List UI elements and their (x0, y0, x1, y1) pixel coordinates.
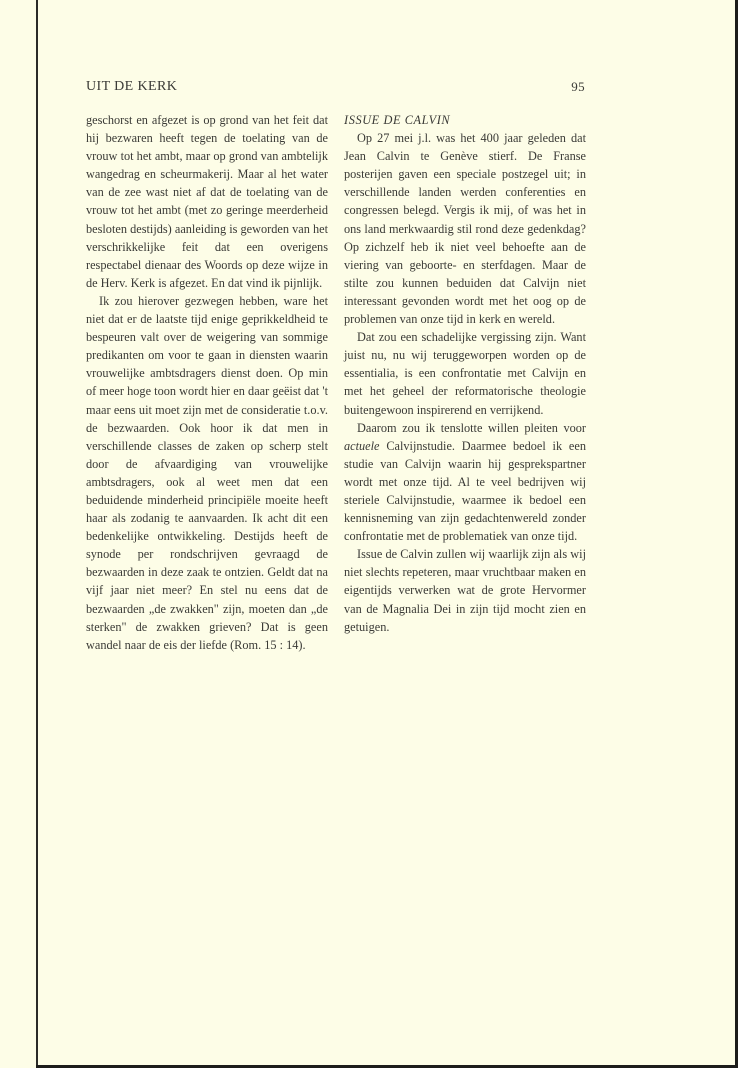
right-paragraph-1: Op 27 mei j.l. was het 400 jaar geleden dat Jean Calvin te Genève stierf. De Franse posterijen gaven een speciale postzegel uit; in verschillende landen werden conferenties en congressen belegd. Vergis ik mij, of was het in ons land merkwaardig stil rond deze gedenkdag? Op zichzelf heb ik niet veel behoefte aan de viering van geboorte- en sterfdagen. Maar de stilte zou kunnen beduiden dat Calvijn niet interessant gevonden wordt met het oog op de problemen van onze tijd in kerk en wereld. (344, 131, 586, 327)
left-column (86, 111, 328, 654)
italic-emphasis: actuele (344, 438, 380, 453)
right-paragraph-3-before: Daarom zou ik tenslotte willen pleiten voor (357, 420, 586, 435)
right-paragraph-3-after: Calvijnstudie. Daarmee bedoel ik een studie van Calvijn waarin hij gesprekspartner wordt met onze tijd. Al te veel bedrijven wij steriele Calvijnstudie, waarmee ik bedoel een kennisneming van zijn gedachtenwereld zonder confrontatie met de problematiek van onze tijd. (344, 438, 586, 544)
running-head-title: UIT DE KERK (86, 79, 178, 94)
section-heading: ISSUE DE CALVIN (344, 113, 451, 127)
left-paragraph-2: Ik zou hierover gezwegen hebben, ware het niet dat er de laatste tijd enige geprikkeldheid te bespeuren valt over de weigering van sommige predikanten om voor te gaan in diensten waarin vrouwelijke ambtsdragers dienst doen. Op min of meer hoge toon wordt hier en daar geëist dat 't maar eens uit moet zijn met de consideratie t.o.v. de bezwaarden. Ook hoor ik dat men in verschillende classes de zaken op scherp stelt door de afvaardiging van vrouwelijke ambtsdragers, ook al weet men dat een beduidende minderheid principiële moeite heeft haar als zodanig te aanvaarden. Ik acht dit een bedenkelijke ontwikkeling. Destijds heeft de synode per rondschrijven gevraagd de bezwaarden in deze zaak te ontzien. Geldt dat na vijf jaar niet meer? En stel nu eens dat de bezwaarden „de zwakken" zijn, moeten dan „de sterken" de zwakken grieven? Dat is geen wandel naar de eis der liefde (Rom. 15 : 14). (86, 293, 328, 652)
left-paragraph-1: geschorst en afgezet is op grond van het feit dat hij bezwaren heeft tegen de toelating van de vrouw tot het ambt, maar op grond van ambtelijk wangedrag en scheurmakerij. Maar al het water van de zee wast niet af dat de toelating van de vrouw tot het ambt (met zo geringe meerderheid besloten destijds) aanleiding is geworden van het verschrikkelijke feit dat een overigens respectabel dienaar des Woords op deze wijze in de Herv. Kerk is afgezet. En dat vind ik pijnlijk. (86, 113, 328, 290)
page-number: 95 (571, 79, 585, 94)
scan-edge-left (36, 0, 38, 1068)
right-paragraph-2: Dat zou een schadelijke vergissing zijn. Want juist nu, nu wij teruggeworpen worden op de essentialia, is een confrontatie met Calvijn en met het geheel der reformatorische theologie buitengewoon inspirerend en verrijkend. (344, 330, 586, 417)
running-head (86, 79, 585, 99)
right-paragraph-3 (344, 419, 586, 546)
right-column (344, 111, 586, 636)
right-paragraph-4: Issue de Calvin zullen wij waarlijk zijn als wij niet slechts repeteren, maar vruchtbaar maken en eigentijds verwerken wat de grote Hervormer van de Magnalia Dei in zijn tijd mocht zien en getuigen. (344, 547, 586, 634)
